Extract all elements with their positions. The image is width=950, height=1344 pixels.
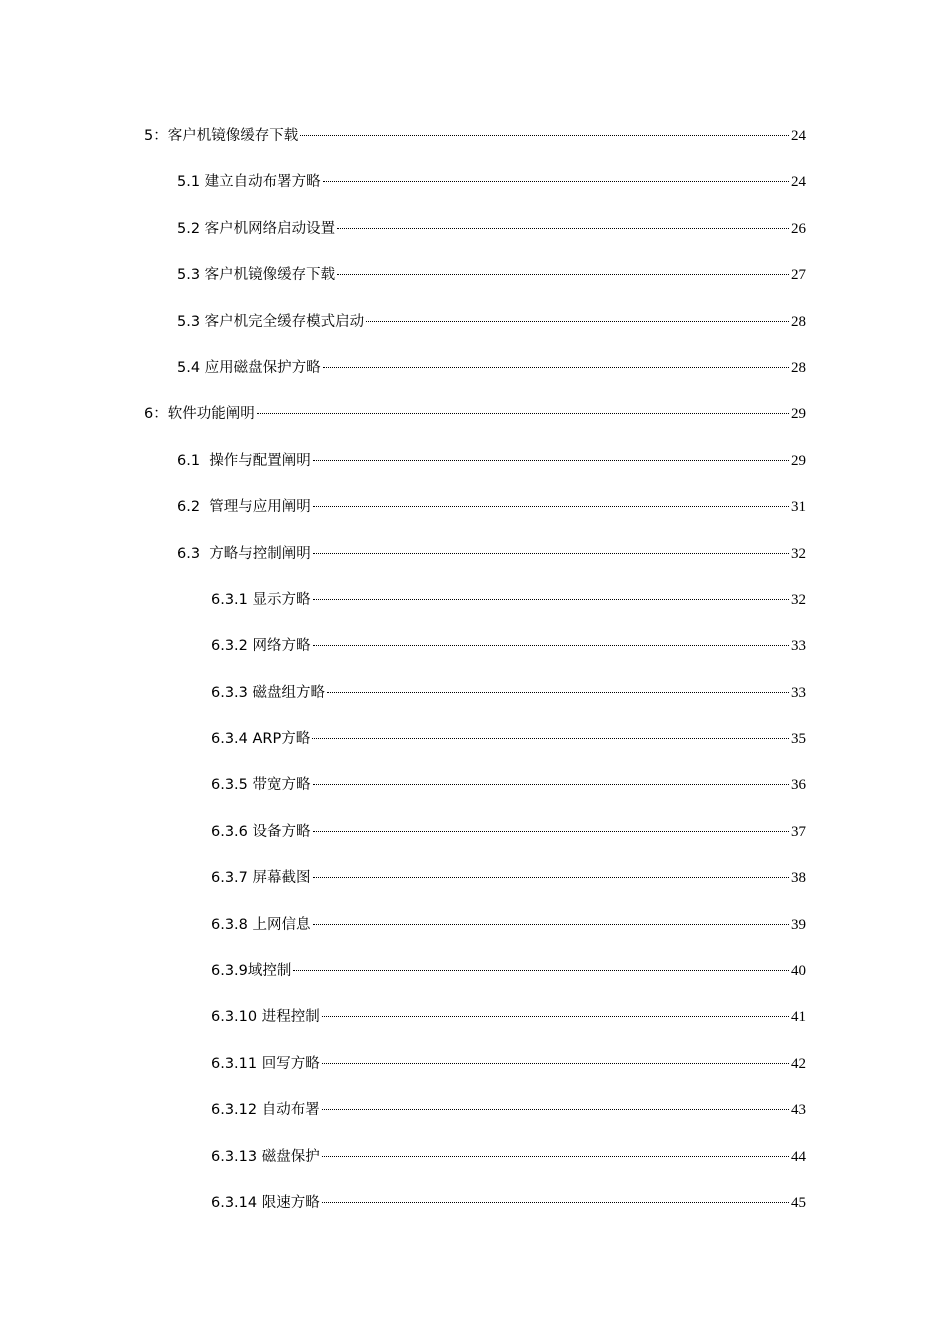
- toc-entry-page: 31: [791, 499, 806, 516]
- toc-dot-leader: [312, 738, 789, 739]
- toc-entry-title: 6.3 方略与控制阐明: [177, 545, 311, 562]
- toc-entry-title: 6.3.6 设备方略: [211, 823, 311, 840]
- toc-dot-leader: [337, 228, 789, 229]
- toc-entry[interactable]: [0, 262, 950, 308]
- toc-dot-leader: [313, 877, 789, 878]
- toc-entry[interactable]: [0, 541, 950, 587]
- toc-entry-title: 6.3.11 回写方略: [211, 1055, 320, 1072]
- toc-entry[interactable]: [0, 587, 950, 633]
- toc-dot-leader: [313, 553, 789, 554]
- toc-dot-leader: [300, 135, 789, 136]
- toc-dot-leader: [327, 692, 789, 693]
- toc-entry[interactable]: [0, 726, 950, 772]
- toc-dot-leader: [323, 181, 789, 182]
- toc-entry-page: 29: [791, 452, 806, 469]
- toc-dot-leader: [313, 924, 789, 925]
- toc-entry-page: 40: [791, 963, 806, 980]
- toc-entry-title: 6.3.12 自动布署: [211, 1102, 320, 1119]
- toc-entry-title: 5.3 客户机完全缓存模式启动: [177, 313, 365, 330]
- toc-dot-leader: [322, 1202, 789, 1203]
- toc-entry-page: 42: [791, 1055, 806, 1072]
- toc-entry-page: 26: [791, 220, 806, 237]
- toc-entry[interactable]: [0, 865, 950, 911]
- toc-entry-page: 43: [791, 1102, 806, 1119]
- toc-dot-leader: [313, 506, 789, 507]
- toc-entry-page: 41: [791, 1009, 806, 1026]
- toc-entry-title: 5：客户机镜像缓存下载: [144, 128, 299, 144]
- toc-entry-page: 27: [791, 267, 806, 284]
- toc-entry[interactable]: [0, 680, 950, 726]
- toc-dot-leader: [313, 460, 789, 461]
- toc-entry-title: 6.3.8 上网信息: [211, 916, 311, 933]
- toc-entry-title: 6.2 管理与应用阐明: [177, 499, 311, 516]
- toc-entry-title: 6.1 操作与配置阐明: [177, 452, 311, 469]
- toc-entry-title: 6.3.4 ARP方略: [211, 731, 311, 748]
- toc-entry[interactable]: [0, 819, 950, 865]
- toc-dot-leader: [322, 1156, 789, 1157]
- toc-entry-title: 6.3.10 进程控制: [211, 1009, 320, 1026]
- toc-dot-leader: [322, 1016, 789, 1017]
- toc-dot-leader: [313, 784, 789, 785]
- toc-entry[interactable]: [0, 309, 950, 355]
- toc-entry-page: 38: [791, 870, 806, 887]
- toc-entry-title: 5.2 客户机网络启动设置: [177, 220, 336, 237]
- toc-entry-title: 6.3.1 显示方略: [211, 591, 311, 608]
- toc-entry-title: 6.3.2 网络方略: [211, 638, 311, 655]
- toc-entry[interactable]: [0, 216, 950, 262]
- toc-dot-leader: [293, 970, 789, 971]
- toc-entry-page: 36: [791, 777, 806, 794]
- toc-entry-title: 6.3.9域控制: [211, 963, 292, 980]
- toc-entry[interactable]: [0, 355, 950, 401]
- toc-entry-page: 32: [791, 545, 806, 562]
- toc-entry-title: 6.3.13 磁盘保护: [211, 1148, 320, 1165]
- toc-dot-leader: [257, 413, 789, 414]
- toc-entry-title: 6.3.7 屏幕截图: [211, 870, 311, 887]
- toc-entry[interactable]: [0, 772, 950, 818]
- toc-entry-page: 33: [791, 638, 806, 655]
- toc-entry-page: 44: [791, 1148, 806, 1165]
- toc-entry[interactable]: [0, 123, 950, 169]
- toc-dot-leader: [313, 831, 789, 832]
- toc-entry-page: 33: [791, 684, 806, 701]
- toc-dot-leader: [313, 599, 789, 600]
- toc-entry[interactable]: [0, 633, 950, 679]
- toc-dot-leader: [313, 645, 789, 646]
- toc-entry-page: 35: [791, 731, 806, 748]
- toc-entry[interactable]: [0, 1144, 950, 1190]
- toc-entry[interactable]: [0, 958, 950, 1004]
- toc-entry-title: 6.3.3 磁盘组方略: [211, 684, 326, 701]
- toc-entry-title: 6：软件功能阐明: [144, 406, 255, 423]
- toc-entry-page: 28: [791, 359, 806, 376]
- table-of-contents: [0, 123, 950, 1236]
- toc-entry-page: 24: [791, 128, 806, 144]
- toc-entry-title: 6.3.14 限速方略: [211, 1194, 320, 1211]
- toc-entry-page: 37: [791, 823, 806, 840]
- toc-entry-title: 6.3.5 带宽方略: [211, 777, 311, 794]
- toc-dot-leader: [337, 274, 789, 275]
- toc-entry[interactable]: [0, 1004, 950, 1050]
- toc-entry-title: 5.3 客户机镜像缓存下载: [177, 267, 336, 284]
- toc-dot-leader: [322, 1109, 789, 1110]
- toc-entry[interactable]: [0, 494, 950, 540]
- toc-entry[interactable]: [0, 912, 950, 958]
- toc-entry-page: 32: [791, 591, 806, 608]
- toc-entry-page: 29: [791, 406, 806, 423]
- toc-entry[interactable]: [0, 1097, 950, 1143]
- toc-entry-page: 39: [791, 916, 806, 933]
- toc-entry-page: 24: [791, 174, 806, 191]
- toc-entry-page: 45: [791, 1194, 806, 1211]
- toc-entry-page: 28: [791, 313, 806, 330]
- toc-entry[interactable]: [0, 448, 950, 494]
- toc-dot-leader: [323, 367, 789, 368]
- toc-entry[interactable]: [0, 1190, 950, 1236]
- toc-dot-leader: [366, 321, 789, 322]
- toc-entry-title: 5.1 建立自动布署方略: [177, 174, 321, 191]
- toc-entry[interactable]: [0, 401, 950, 447]
- toc-entry[interactable]: [0, 1051, 950, 1097]
- toc-dot-leader: [322, 1063, 789, 1064]
- toc-entry[interactable]: [0, 169, 950, 215]
- toc-entry-title: 5.4 应用磁盘保护方略: [177, 359, 321, 376]
